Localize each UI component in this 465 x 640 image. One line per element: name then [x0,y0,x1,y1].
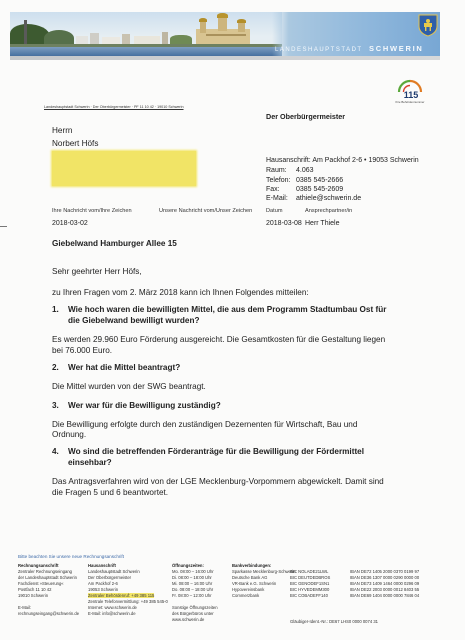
bank-bic: BIC HYVEDEMM300 [290,587,330,592]
subject-line: Giebelwand Hamburger Allee 15 [52,239,177,248]
ref-our-message-label: Unsere Nachricht vom/Unser Zeichen [159,208,253,214]
ref-your-message-label: Ihre Nachricht vom/Ihre Zeichen [52,208,132,214]
footer-iban-column [350,563,419,599]
ref-your-message-value: 2018-03-02 [52,220,88,227]
billing-line: Fachdienst »Steuerung« [18,581,64,586]
contact-email [266,195,361,204]
contact-email-label: E-Mail: [266,195,288,202]
contact-phone-value: 0385 545-2666 [296,177,344,184]
contact-address [266,157,419,166]
footer-hours-column [172,563,218,623]
hours-other: Sonstige Öffnungszeiten [172,605,218,610]
hours-heading: Öffnungszeiten: [172,563,204,568]
bank-bic: BIC COBADEFF140 [290,593,328,598]
question-text: Wer hat die Mittel beantragt? [68,363,181,372]
answer-text: Ordnung. [52,430,87,439]
banner-divider [10,56,440,60]
contact-phone-label: Telefon: [266,177,291,184]
question-number: 3. [52,401,59,410]
behoerdennummer-115-logo [393,77,427,101]
question-text: Wer war für die Bewilligung zuständig? [68,401,221,410]
sender-return-line: Landeshauptstadt Schwerin · Der Oberbürgermeister · PF 11 10 42 · 19010 Schwerin [44,105,184,109]
contact-address-value: Am Packhof 2-6 • 19053 Schwerin [312,157,419,164]
address-internet: Internet: www.schwerin.de [88,605,137,610]
banks-heading: Bankverbindungen: [232,563,272,568]
answer-text: Es werden 29.960 Euro Förderung ausgereicht. Die Gesamtkosten für die Gestaltung liegen [52,335,386,344]
address-line: Am Packhof 2-6 [88,581,118,586]
contact-room-value: 4.063 [296,167,314,174]
hours-day: Fr. 08:00 – 12:00 Uhr [172,593,212,598]
address-hotline: Zentraler Behördenruf: +49 385 115 [88,593,155,598]
recipient-address-highlight [52,151,196,186]
footer-billing-column [18,563,79,617]
question-number: 1. [52,305,59,314]
bank-name: VR-Bank e.G. Schwerin [232,581,277,586]
bank-iban: IBAN DE72 1405 2000 0370 0199 97 [350,569,420,574]
creditor-id: Gläubiger-Ident.-Nr.: DE67 LHS0 0000 0074 31 [290,619,378,624]
contact-fax-value: 0385 545-2609 [296,186,344,193]
question-number: 4. [52,447,59,456]
city-prefix: LANDESHAUPTSTADT [275,47,363,53]
footer-address-column [88,563,168,617]
footer-notice: Bitte beachten Sie unsere neue Rechnungsanschrift [18,554,124,559]
ref-contact-person-label: Ansprechpartner/in [305,208,353,214]
question-text: die Giebelwand bewilligt wurden? [68,316,200,325]
logo-115-number: 115 [403,90,419,100]
ref-contact-person-value: Herr Thiele [305,220,340,227]
recipient-name: Norbert Höfs [52,139,99,148]
question-text: Wie hoch waren die bewilligten Mittel, die aus dem Programm Stadtumbau Ost für [68,305,387,314]
question-text: einsehbar? [68,458,112,467]
recipient-salutation: Herrn [52,126,73,135]
billing-line: Postfach 11 10 42 [18,587,52,592]
lake-water [10,47,282,56]
contact-address-label: Hausanschrift: [266,157,311,164]
intro-paragraph: zu Ihren Fragen vom 2. März 2018 kann ich Ihnen Folgendes mitteilen: [52,288,309,297]
address-line: Der Oberbürgermeister [88,575,132,580]
footer-banks-column [232,563,296,599]
question-text: Wo sind die betreffenden Förderanträge für die Bewilligung der Fördermittel [68,447,364,456]
coat-of-arms-icon [418,14,438,37]
contact-phone [266,177,343,186]
contact-room [266,167,314,176]
hours-other: des Bürgerbüros unter [172,611,214,616]
bank-iban: IBAN DE22 2003 0000 0012 8403 55 [350,587,420,592]
hours-day: Mi. 08:00 – 16:00 Uhr [172,581,213,586]
bank-name: Sparkasse Mecklenburg-Schwerin [232,569,296,574]
ref-date-label: Datum [266,208,283,214]
greeting: Sehr geehrter Herr Höfs, [52,267,142,276]
contact-fax-label: Fax: [266,186,280,193]
bank-iban: IBAN DE36 1307 0000 0290 0000 00 [350,575,420,580]
office-title: Der Oberbürgermeister [266,112,346,121]
billing-email-label: E-Mail: [18,605,32,610]
address-switchboard: Zentrale Telefonvermittlung: +49 385 545-0 [88,599,168,604]
hours-day: Do. 08:00 – 18:00 Uhr [172,587,214,592]
city-name: SCHWERIN [369,44,424,53]
question-number: 2. [52,363,59,372]
hours-day: Mo. 08:00 – 16:00 Uhr [172,569,214,574]
address-email: E-Mail: info@schwerin.de [88,611,136,616]
billing-line: Zentraler Rechnungseingang [18,569,73,574]
header-banner [10,12,440,56]
footer-bic-column [290,563,330,599]
billing-email: rechnungseingang@schwerin.de [18,611,80,616]
hours-other: www.schwerin.de [172,617,205,622]
bank-bic: BIC NOLADE21LWL [290,569,329,574]
city-photo [10,12,282,56]
billing-line: der Landeshauptstadt Schwerin [18,575,77,580]
answer-text: Das Antragsverfahren wird von der LGE Mecklenburg-Vorpommern abgewickelt. Damit sind [52,477,384,486]
hours-day: Di. 08:00 – 18:00 Uhr [172,575,212,580]
bank-name: Deutsche Bank AG [232,575,268,580]
logo-115-tagline: Ihre Behördennummer [395,100,425,104]
city-brand-panel [272,12,440,56]
bank-iban: IBAN DE69 1404 0000 0000 7846 04 [350,593,420,598]
ref-date-value: 2018-03-08 [266,220,302,227]
bank-iban: IBAN DE73 1409 1464 0000 0296 09 [350,581,420,586]
city-wordmark [275,42,423,51]
answer-text: Die Bewilligung erfolgte durch den zuständigen Dezernenten für Wirtschaft, Bau und [52,420,358,429]
bank-bic: BIC DEUTDEDBROS [290,575,331,580]
answer-text: bei 76.000 Euro. [52,346,113,355]
contact-fax [266,186,343,195]
billing-heading: Rechnungsanschrift [18,563,59,568]
bank-bic: BIC GENODEF1SN1 [290,581,330,586]
fold-mark [0,226,7,227]
address-line: 19053 Schwerin [88,587,119,592]
address-line: Landeshauptstadt Schwerin [88,569,140,574]
bank-name: Hypovereinsbank [232,587,265,592]
answer-text: die Fragen 5 und 6 beantwortet. [52,488,169,497]
contact-email-value: athiele@schwerin.de [296,195,362,202]
contact-room-label: Raum: [266,167,287,174]
address-heading: Hausanschrift [88,563,116,568]
bank-name: Commerzbank [232,593,260,598]
answer-text: Die Mittel wurden von der SWG beantragt. [52,382,206,391]
billing-line: 19010 Schwerin [18,593,49,598]
